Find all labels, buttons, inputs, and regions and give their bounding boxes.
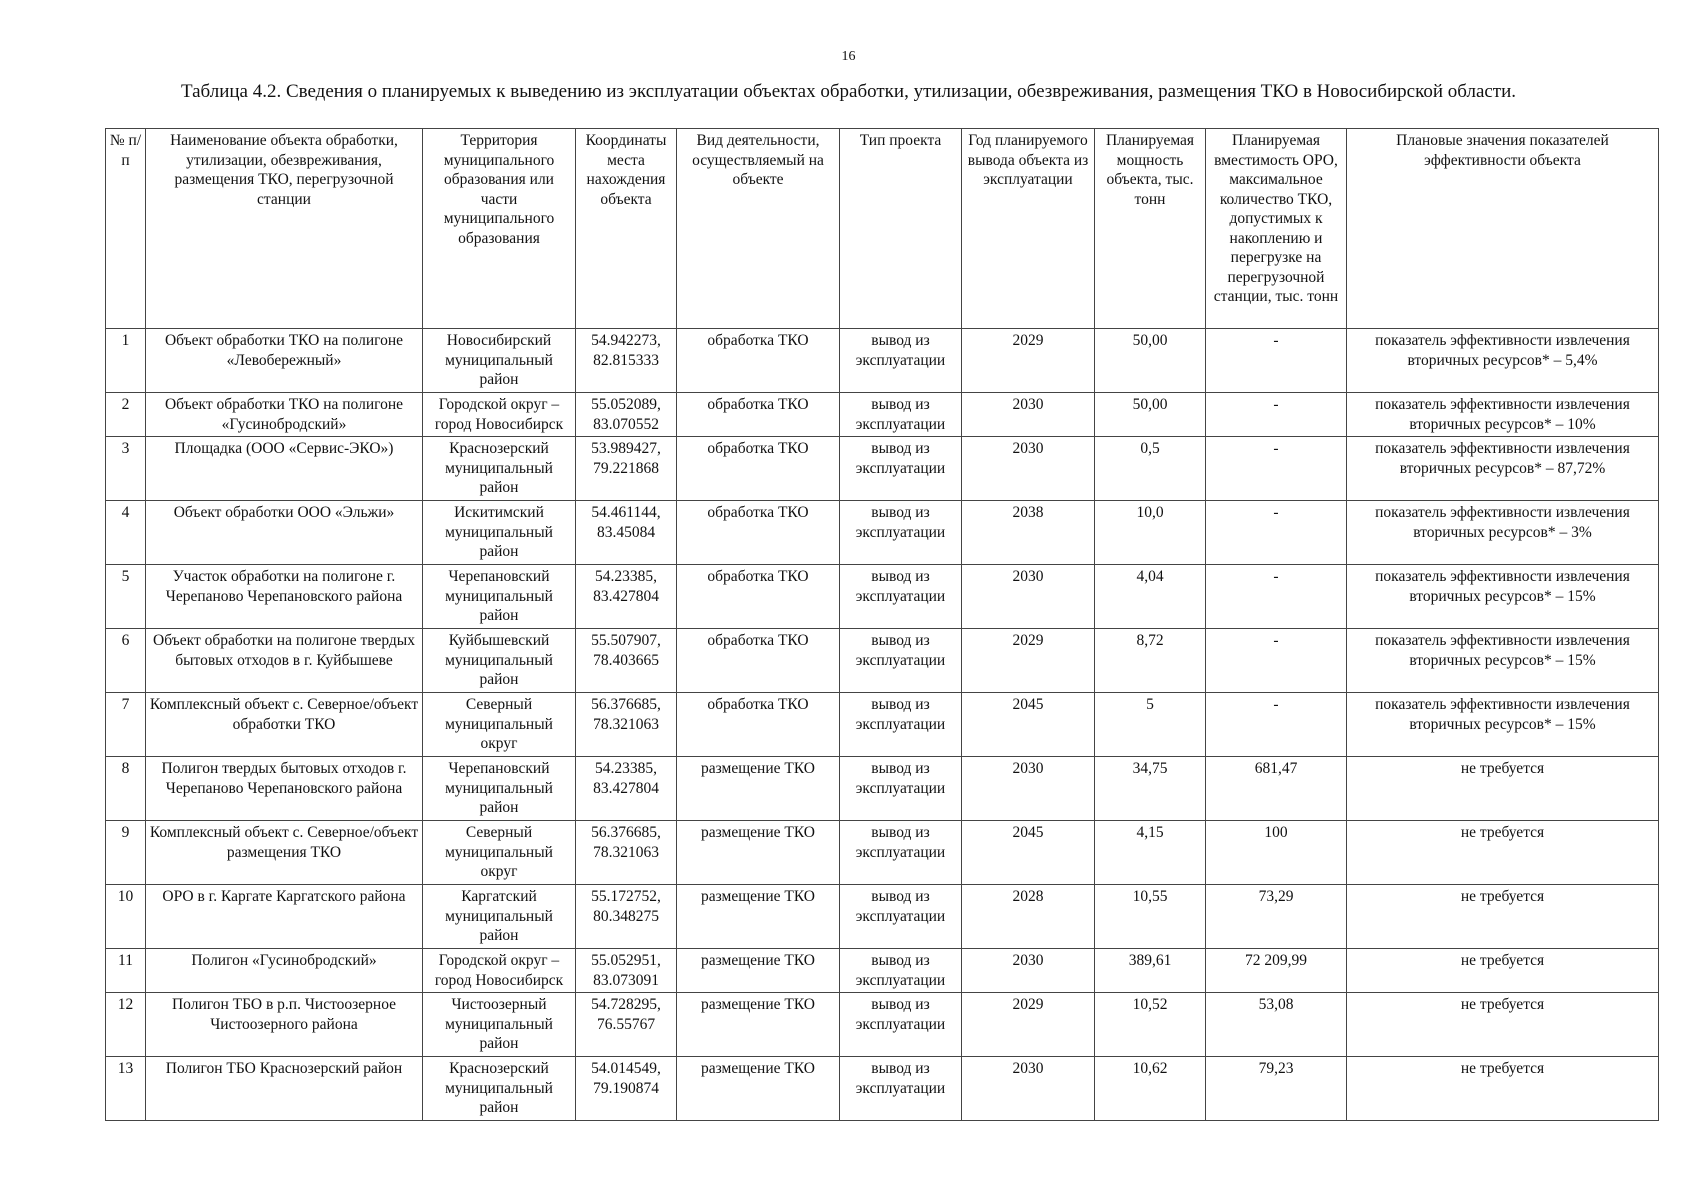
table-row — [106, 821, 1659, 885]
header-number: № п/п — [106, 129, 146, 329]
cell-volume: - — [1206, 693, 1347, 757]
cell-project-type: вывод из эксплуатации — [840, 629, 962, 693]
cell-number: 7 — [106, 693, 146, 757]
cell-efficiency: показатель эффективности извлечения вторичных ресурсов* – 15% — [1347, 565, 1659, 629]
cell-coordinates: 55.507907, 78.403665 — [576, 629, 677, 693]
cell-efficiency: не требуется — [1347, 821, 1659, 885]
cell-object-name: Полигон ТБО в р.п. Чистоозерное Чистоозерного района — [146, 993, 423, 1057]
cell-coordinates: 54.23385, 83.427804 — [576, 565, 677, 629]
cell-efficiency: не требуется — [1347, 885, 1659, 949]
page-number: 16 — [841, 49, 856, 64]
table-caption: Таблица 4.2. Сведения о планируемых к выведению из эксплуатации объектах обработки, утилизации, обезвреживания, размещения ТКО в Новосибирской области. — [180, 81, 1517, 102]
cell-decommission-year: 2030 — [962, 437, 1095, 501]
cell-coordinates: 54.23385, 83.427804 — [576, 757, 677, 821]
cell-capacity: 10,62 — [1095, 1057, 1206, 1121]
cell-object-name: ОРО в г. Каргате Каргатского района — [146, 885, 423, 949]
cell-activity: размещение ТКО — [677, 757, 840, 821]
cell-project-type: вывод из эксплуатации — [840, 501, 962, 565]
cell-decommission-year: 2029 — [962, 993, 1095, 1057]
cell-volume: 72 209,99 — [1206, 949, 1347, 993]
cell-territory: Городской округ – город Новосибирск — [423, 949, 576, 993]
cell-volume: 681,47 — [1206, 757, 1347, 821]
cell-efficiency: не требуется — [1347, 1057, 1659, 1121]
cell-activity: размещение ТКО — [677, 821, 840, 885]
objects-table — [105, 128, 1659, 1121]
header-decommission-year: Год планируемого вывода объекта из эксплуатации — [962, 129, 1095, 329]
cell-territory: Куйбышевский муниципальный район — [423, 629, 576, 693]
cell-decommission-year: 2030 — [962, 757, 1095, 821]
cell-project-type: вывод из эксплуатации — [840, 757, 962, 821]
cell-territory: Краснозерский муниципальный район — [423, 1057, 576, 1121]
cell-object-name: Объект обработки ТКО на полигоне «Гусинобродский» — [146, 393, 423, 437]
cell-decommission-year: 2029 — [962, 329, 1095, 393]
cell-object-name: Комплексный объект с. Северное/объект размещения ТКО — [146, 821, 423, 885]
table-row — [106, 329, 1659, 393]
cell-capacity: 10,0 — [1095, 501, 1206, 565]
cell-coordinates: 55.052951, 83.073091 — [576, 949, 677, 993]
cell-territory: Искитимский муниципальный район — [423, 501, 576, 565]
cell-decommission-year: 2029 — [962, 629, 1095, 693]
cell-capacity: 8,72 — [1095, 629, 1206, 693]
cell-efficiency: не требуется — [1347, 993, 1659, 1057]
cell-coordinates: 56.376685, 78.321063 — [576, 821, 677, 885]
table-row — [106, 993, 1659, 1057]
cell-capacity: 50,00 — [1095, 393, 1206, 437]
cell-territory: Городской округ – город Новосибирск — [423, 393, 576, 437]
cell-decommission-year: 2045 — [962, 821, 1095, 885]
cell-coordinates: 56.376685, 78.321063 — [576, 693, 677, 757]
cell-coordinates: 55.052089, 83.070552 — [576, 393, 677, 437]
cell-capacity: 50,00 — [1095, 329, 1206, 393]
table-row — [106, 565, 1659, 629]
cell-object-name: Комплексный объект с. Северное/объект обработки ТКО — [146, 693, 423, 757]
cell-coordinates: 54.014549, 79.190874 — [576, 1057, 677, 1121]
cell-volume: 73,29 — [1206, 885, 1347, 949]
cell-decommission-year: 2030 — [962, 949, 1095, 993]
table-row — [106, 393, 1659, 437]
cell-capacity: 0,5 — [1095, 437, 1206, 501]
cell-object-name: Объект обработки ООО «Эльжи» — [146, 501, 423, 565]
cell-efficiency: показатель эффективности извлечения вторичных ресурсов* – 87,72% — [1347, 437, 1659, 501]
cell-efficiency: показатель эффективности извлечения вторичных ресурсов* – 15% — [1347, 693, 1659, 757]
cell-activity: обработка ТКО — [677, 565, 840, 629]
cell-decommission-year: 2030 — [962, 1057, 1095, 1121]
cell-coordinates: 54.728295, 76.55767 — [576, 993, 677, 1057]
cell-territory: Новосибирский муниципальный район — [423, 329, 576, 393]
cell-territory: Черепановский муниципальный район — [423, 757, 576, 821]
cell-activity: обработка ТКО — [677, 393, 840, 437]
cell-volume: - — [1206, 329, 1347, 393]
cell-activity: размещение ТКО — [677, 993, 840, 1057]
header-territory: Территория муниципального образования или части муниципального образования — [423, 129, 576, 329]
header-row — [106, 129, 1659, 329]
cell-project-type: вывод из эксплуатации — [840, 821, 962, 885]
cell-territory: Северный муниципальный округ — [423, 821, 576, 885]
cell-efficiency: показатель эффективности извлечения вторичных ресурсов* – 5,4% — [1347, 329, 1659, 393]
cell-coordinates: 55.172752, 80.348275 — [576, 885, 677, 949]
cell-coordinates: 53.989427, 79.221868 — [576, 437, 677, 501]
cell-efficiency: не требуется — [1347, 757, 1659, 821]
cell-decommission-year: 2045 — [962, 693, 1095, 757]
header-object-name: Наименование объекта обработки, утилизации, обезвреживания, размещения ТКО, перегрузочной станции — [146, 129, 423, 329]
cell-project-type: вывод из эксплуатации — [840, 329, 962, 393]
cell-project-type: вывод из эксплуатации — [840, 393, 962, 437]
cell-territory: Черепановский муниципальный район — [423, 565, 576, 629]
cell-object-name: Объект обработки ТКО на полигоне «Левобережный» — [146, 329, 423, 393]
cell-number: 2 — [106, 393, 146, 437]
cell-volume: - — [1206, 501, 1347, 565]
header-activity: Вид деятельности, осуществляемый на объекте — [677, 129, 840, 329]
cell-activity: обработка ТКО — [677, 501, 840, 565]
cell-efficiency: показатель эффективности извлечения вторичных ресурсов* – 10% — [1347, 393, 1659, 437]
cell-territory: Краснозерский муниципальный район — [423, 437, 576, 501]
cell-number: 4 — [106, 501, 146, 565]
table-row — [106, 757, 1659, 821]
cell-capacity: 10,55 — [1095, 885, 1206, 949]
cell-number: 6 — [106, 629, 146, 693]
cell-project-type: вывод из эксплуатации — [840, 693, 962, 757]
cell-activity: обработка ТКО — [677, 629, 840, 693]
cell-object-name: Участок обработки на полигоне г. Черепаново Черепановского района — [146, 565, 423, 629]
table-row — [106, 885, 1659, 949]
table-row — [106, 1057, 1659, 1121]
table-row — [106, 501, 1659, 565]
cell-object-name: Площадка (ООО «Сервис-ЭКО») — [146, 437, 423, 501]
cell-project-type: вывод из эксплуатации — [840, 949, 962, 993]
table-row — [106, 693, 1659, 757]
cell-capacity: 5 — [1095, 693, 1206, 757]
table-row — [106, 949, 1659, 993]
cell-territory: Каргатский муниципальный район — [423, 885, 576, 949]
cell-object-name: Полигон ТБО Краснозерский район — [146, 1057, 423, 1121]
cell-volume: - — [1206, 565, 1347, 629]
cell-territory: Чистоозерный муниципальный район — [423, 993, 576, 1057]
cell-project-type: вывод из эксплуатации — [840, 565, 962, 629]
cell-volume: - — [1206, 437, 1347, 501]
cell-decommission-year: 2030 — [962, 393, 1095, 437]
cell-object-name: Полигон твердых бытовых отходов г. Черепаново Черепановского района — [146, 757, 423, 821]
cell-decommission-year: 2028 — [962, 885, 1095, 949]
cell-object-name: Объект обработки на полигоне твердых бытовых отходов в г. Куйбышеве — [146, 629, 423, 693]
cell-capacity: 34,75 — [1095, 757, 1206, 821]
cell-project-type: вывод из эксплуатации — [840, 885, 962, 949]
cell-number: 13 — [106, 1057, 146, 1121]
header-volume: Планируемая вместимость ОРО, максимальное количество ТКО, допустимых к накоплению и перегрузке на перегрузочной станции, тыс. тонн — [1206, 129, 1347, 329]
cell-project-type: вывод из эксплуатации — [840, 437, 962, 501]
cell-capacity: 10,52 — [1095, 993, 1206, 1057]
cell-number: 8 — [106, 757, 146, 821]
cell-territory: Северный муниципальный округ — [423, 693, 576, 757]
cell-capacity: 4,04 — [1095, 565, 1206, 629]
cell-efficiency: показатель эффективности извлечения вторичных ресурсов* – 3% — [1347, 501, 1659, 565]
cell-object-name: Полигон «Гусинобродский» — [146, 949, 423, 993]
cell-number: 5 — [106, 565, 146, 629]
cell-decommission-year: 2038 — [962, 501, 1095, 565]
cell-coordinates: 54.942273, 82.815333 — [576, 329, 677, 393]
header-capacity: Планируемая мощность объекта, тыс. тонн — [1095, 129, 1206, 329]
cell-capacity: 4,15 — [1095, 821, 1206, 885]
cell-activity: размещение ТКО — [677, 885, 840, 949]
cell-volume: - — [1206, 629, 1347, 693]
cell-project-type: вывод из эксплуатации — [840, 993, 962, 1057]
cell-number: 3 — [106, 437, 146, 501]
cell-number: 12 — [106, 993, 146, 1057]
header-coordinates: Координаты места нахождения объекта — [576, 129, 677, 329]
cell-activity: обработка ТКО — [677, 693, 840, 757]
cell-number: 10 — [106, 885, 146, 949]
cell-capacity: 389,61 — [1095, 949, 1206, 993]
cell-number: 1 — [106, 329, 146, 393]
cell-volume: 79,23 — [1206, 1057, 1347, 1121]
cell-project-type: вывод из эксплуатации — [840, 1057, 962, 1121]
cell-decommission-year: 2030 — [962, 565, 1095, 629]
table-row — [106, 629, 1659, 693]
cell-coordinates: 54.461144, 83.45084 — [576, 501, 677, 565]
cell-number: 11 — [106, 949, 146, 993]
header-project-type: Тип проекта — [840, 129, 962, 329]
cell-volume: 53,08 — [1206, 993, 1347, 1057]
cell-activity: обработка ТКО — [677, 329, 840, 393]
cell-number: 9 — [106, 821, 146, 885]
cell-volume: - — [1206, 393, 1347, 437]
cell-volume: 100 — [1206, 821, 1347, 885]
cell-activity: размещение ТКО — [677, 949, 840, 993]
header-efficiency: Плановые значения показателей эффективности объекта — [1347, 129, 1659, 329]
cell-efficiency: не требуется — [1347, 949, 1659, 993]
cell-activity: размещение ТКО — [677, 1057, 840, 1121]
cell-activity: обработка ТКО — [677, 437, 840, 501]
table-row — [106, 437, 1659, 501]
cell-efficiency: показатель эффективности извлечения вторичных ресурсов* – 15% — [1347, 629, 1659, 693]
